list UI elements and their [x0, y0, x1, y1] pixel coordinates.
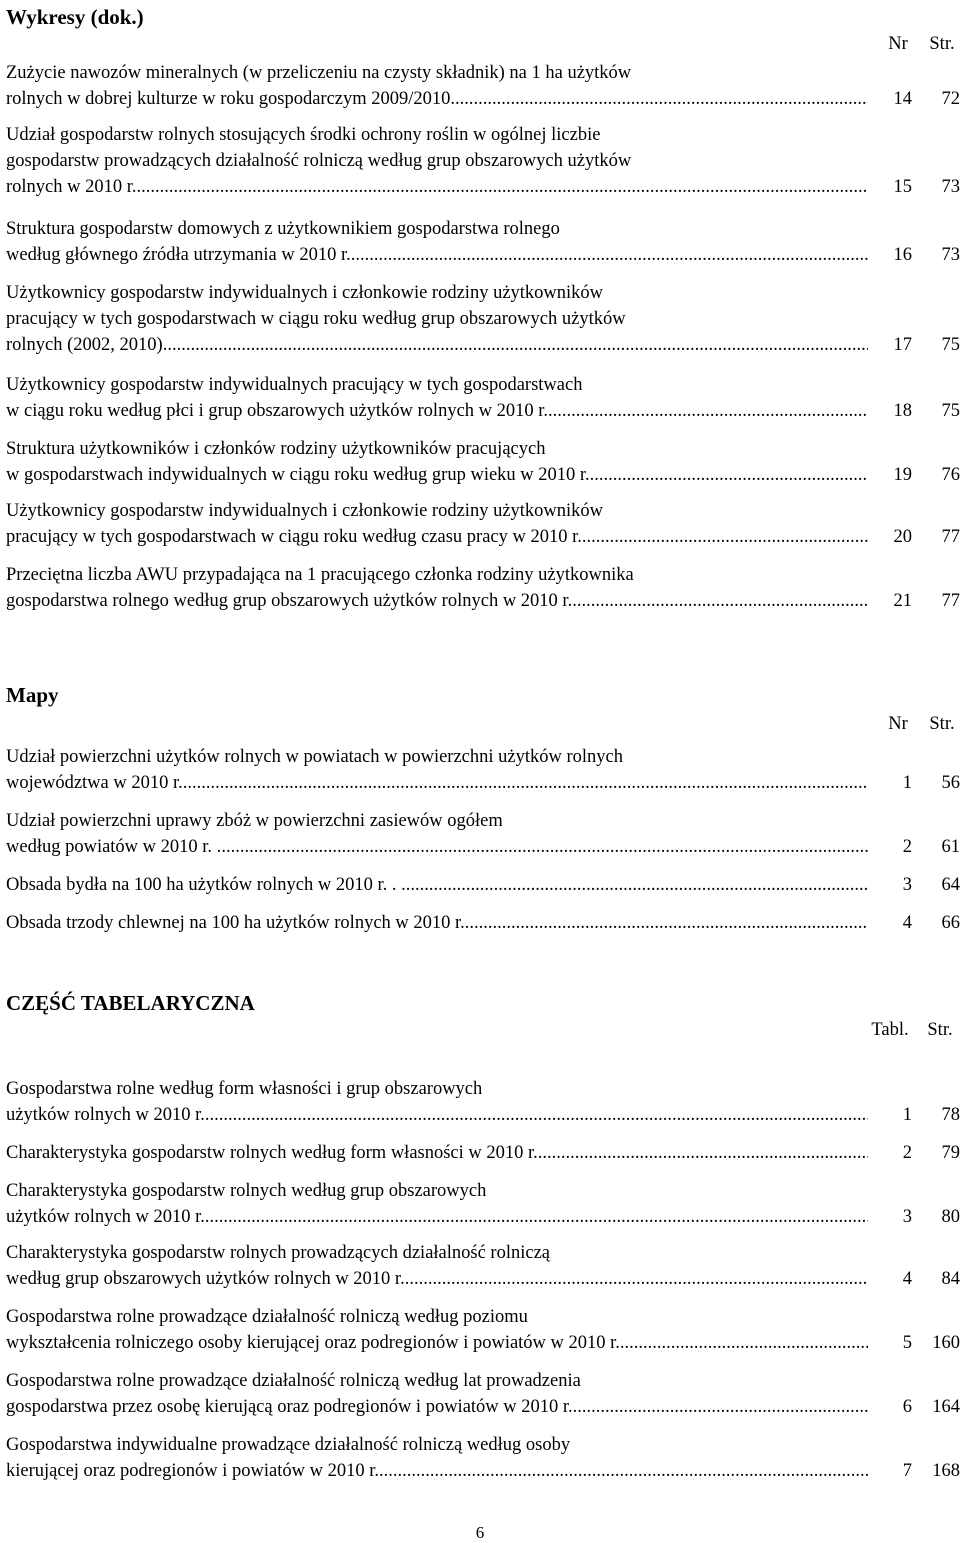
toc-entry[interactable]: [6, 562, 960, 614]
toc-entry-last-line: [6, 1140, 960, 1166]
toc-entry-number: 2: [902, 837, 912, 857]
page-number: 6: [475, 1523, 485, 1542]
toc-entry[interactable]: [6, 1178, 960, 1230]
dot-leader: [590, 462, 868, 488]
toc-entry[interactable]: [6, 1368, 960, 1420]
toc-entry-number: 17: [893, 335, 912, 355]
dot-leader: [620, 1330, 868, 1356]
toc-entry[interactable]: [6, 60, 960, 112]
toc-entry-text-line: Gospodarstwa rolne prowadzące działalność rolniczą według lat prowadzenia: [6, 1371, 581, 1391]
toc-entry-text-line: gospodarstwa przez osobę kierującą oraz podregionów i powiatów w 2010 r.: [6, 1397, 573, 1417]
toc-entry-page: 78: [941, 1105, 960, 1125]
toc-entry-text-line: Struktura gospodarstw domowych z użytkownikiem gospodarstwa rolnego: [6, 219, 560, 239]
toc-entry-text-line: rolnych w dobrej kulturze w roku gospodarczym 2009/2010: [6, 89, 451, 109]
toc-entry-last-line: [6, 872, 960, 898]
toc-entry-page: 164: [932, 1397, 960, 1417]
toc-entry-last-line: [6, 1266, 960, 1292]
toc-entry-text-line: Zużycie nawozów mineralnych (w przeliczeniu na czysty składnik) na 1 ha użytków: [6, 63, 632, 83]
toc-entry[interactable]: [6, 910, 960, 936]
toc-entry-text-line: Udział gospodarstw rolnych stosujących środki ochrony roślin w ogólnej liczbie: [6, 125, 601, 145]
toc-entry-text-line: Gospodarstwa indywidualne prowadzące działalność rolniczą według osoby: [6, 1435, 571, 1455]
dot-leader: [137, 174, 868, 200]
dot-leader: [183, 770, 868, 796]
toc-entry-number: 3: [902, 1207, 912, 1227]
dot-leader: [573, 1394, 868, 1420]
toc-entry-last-line: [6, 910, 960, 936]
tables-heading: CZĘŚĆ TABELARYCZNA: [6, 991, 255, 1015]
toc-entry-last-line: [6, 332, 960, 358]
toc-entry-text-line: według grup obszarowych użytków rolnych w 2010 r.: [6, 1269, 405, 1289]
toc-entry-page: 75: [941, 401, 960, 421]
charts-column-headers: [880, 32, 960, 56]
toc-entry-page: 79: [941, 1143, 960, 1163]
dot-leader: [205, 1204, 868, 1230]
toc-entry-text-line: Użytkownicy gospodarstw indywidualnych i członkowie rodziny użytkowników: [6, 501, 604, 521]
toc-entry[interactable]: [6, 372, 960, 424]
charts-col-nr: Nr: [888, 34, 908, 54]
dot-leader: [538, 1140, 868, 1166]
toc-entry-text-line: Udział powierzchni uprawy zbóż w powierzchni zasiewów ogółem: [6, 811, 503, 831]
dot-leader: [405, 1266, 868, 1292]
toc-entry-last-line: [6, 1394, 960, 1420]
toc-entry-text-line: Udział powierzchni użytków rolnych w powiatach w powierzchni użytków rolnych: [6, 747, 623, 767]
toc-entry-last-line: [6, 398, 960, 424]
toc-entry-text-line: wykształcenia rolniczego osoby kierującej oraz podregionów i powiatów w 2010 r.: [6, 1333, 620, 1353]
toc-entry-text-line: Struktura użytkowników i członków rodziny użytkowników pracujących: [6, 439, 546, 459]
dot-leader: [163, 332, 868, 358]
toc-entry-number: 7: [902, 1461, 912, 1481]
toc-entry-text-line: województwa w 2010 r.: [6, 773, 183, 793]
toc-entry-text-line: Charakterystyka gospodarstw rolnych prowadzących działalność rolniczą: [6, 1243, 551, 1263]
tables-col-nr: Tabl.: [871, 1020, 909, 1040]
toc-entry[interactable]: [6, 280, 960, 358]
toc-entry-number: 4: [902, 913, 912, 933]
toc-entry-page: 76: [941, 465, 960, 485]
tables-column-headers: [866, 1018, 960, 1042]
dot-leader: [572, 588, 868, 614]
dot-leader: [450, 86, 868, 112]
toc-entry-number: 4: [902, 1269, 912, 1289]
toc-entry-number: 1: [902, 1105, 912, 1125]
toc-entry-text-line: kierującej oraz podregionów i powiatów w 2010 r.: [6, 1461, 379, 1481]
toc-entry-last-line: [6, 242, 960, 268]
toc-entry-text-line: rolnych (2002, 2010): [6, 335, 163, 355]
toc-entry-number: 15: [893, 177, 912, 197]
toc-entry-number: 2: [902, 1143, 912, 1163]
toc-entry-text-line: w gospodarstwach indywidualnych w ciągu roku według grup wieku w 2010 r.: [6, 465, 590, 485]
toc-entry[interactable]: [6, 1240, 960, 1292]
toc-entry[interactable]: [6, 1304, 960, 1356]
toc-entry[interactable]: [6, 1076, 960, 1128]
dot-leader: [221, 834, 868, 860]
toc-entry-last-line: [6, 1458, 960, 1484]
toc-entry-number: 1: [902, 773, 912, 793]
maps-column-headers: [880, 712, 960, 736]
dot-leader: [548, 398, 868, 424]
toc-entry-page: 80: [941, 1207, 960, 1227]
maps-col-nr: Nr: [888, 714, 908, 734]
toc-entry-page: 66: [941, 913, 960, 933]
toc-entry-text-line: Przeciętna liczba AWU przypadająca na 1 pracującego członka rodziny użytkownika: [6, 565, 634, 585]
toc-entry-page: 56: [941, 773, 960, 793]
toc-entry-number: 14: [893, 89, 912, 109]
dot-leader: [351, 242, 868, 268]
toc-entry-last-line: [6, 588, 960, 614]
toc-entry-page: 72: [941, 89, 960, 109]
toc-entry-number: 20: [893, 527, 912, 547]
toc-entry[interactable]: [6, 122, 960, 200]
toc-entry[interactable]: [6, 744, 960, 796]
dot-leader: [582, 524, 868, 550]
toc-entry-last-line: [6, 770, 960, 796]
toc-entry-text-line: Charakterystyka gospodarstw rolnych według grup obszarowych: [6, 1181, 487, 1201]
toc-entry-text-line: Obsada trzody chlewnej na 100 ha użytków rolnych w 2010 r.: [6, 913, 465, 933]
toc-entry-text-line: gospodarstwa rolnego według grup obszarowych użytków rolnych w 2010 r.: [6, 591, 573, 611]
toc-entry[interactable]: [6, 1432, 960, 1484]
toc-entry[interactable]: [6, 436, 960, 488]
toc-entry-text-line: pracujący w tych gospodarstwach w ciągu roku według czasu pracy w 2010 r.: [6, 527, 582, 547]
charts-col-str: Str.: [929, 34, 955, 54]
toc-entry-text-line: Użytkownicy gospodarstw indywidualnych i członkowie rodziny użytkowników: [6, 283, 604, 303]
toc-entry-text-line: pracujący w tych gospodarstwach w ciągu roku według grup obszarowych użytków: [6, 309, 626, 329]
toc-entry[interactable]: [6, 216, 960, 268]
toc-entry-last-line: [6, 462, 960, 488]
dot-leader: [465, 910, 868, 936]
toc-entry[interactable]: [6, 872, 960, 898]
tables-col-str: Str.: [927, 1020, 953, 1040]
charts-heading: Wykresy (dok.): [6, 5, 144, 29]
toc-entry-page: 168: [932, 1461, 960, 1481]
toc-entry-last-line: [6, 1330, 960, 1356]
dot-leader: [406, 872, 868, 898]
toc-entry-last-line: [6, 834, 960, 860]
toc-entry[interactable]: [6, 498, 960, 550]
toc-entry-number: 3: [902, 875, 912, 895]
toc-entry-last-line: [6, 174, 960, 200]
toc-entry-text-line: według głównego źródła utrzymania w 2010 r.: [6, 245, 351, 265]
toc-entry-page: 77: [941, 527, 960, 547]
toc-entry-text-line: Obsada bydła na 100 ha użytków rolnych w 2010 r. . .: [6, 875, 406, 895]
toc-entry[interactable]: [6, 808, 960, 860]
toc-entry-number: 5: [902, 1333, 912, 1353]
toc-entry-number: 16: [893, 245, 912, 265]
toc-entry-page: 84: [941, 1269, 960, 1289]
maps-col-str: Str.: [929, 714, 955, 734]
toc-entry-text-line: rolnych w 2010 r.: [6, 177, 137, 197]
toc-entry-number: 21: [893, 591, 912, 611]
toc-entry-text-line: użytków rolnych w 2010 r.: [6, 1105, 205, 1125]
dot-leader: [205, 1102, 868, 1128]
toc-entry-number: 6: [902, 1397, 912, 1417]
toc-entry-number: 18: [893, 401, 912, 421]
toc-entry-last-line: [6, 1204, 960, 1230]
toc-entry-last-line: [6, 1102, 960, 1128]
toc-entry-text-line: gospodarstw prowadzących działalność rolniczą według grup obszarowych użytków: [6, 151, 632, 171]
toc-entry[interactable]: [6, 1140, 960, 1166]
toc-entry-text-line: w ciągu roku według płci i grup obszarowych użytków rolnych w 2010 r.: [6, 401, 549, 421]
toc-entry-page: 75: [941, 335, 960, 355]
toc-entry-text-line: według powiatów w 2010 r. .: [6, 837, 222, 857]
toc-entry-text-line: Gospodarstwa rolne według form własności i grup obszarowych: [6, 1079, 483, 1099]
toc-entry-number: 19: [893, 465, 912, 485]
toc-entry-text-line: Gospodarstwa rolne prowadzące działalność rolniczą według poziomu: [6, 1307, 528, 1327]
toc-entry-page: 61: [941, 837, 960, 857]
toc-entry-page: 73: [941, 177, 960, 197]
toc-entry-page: 77: [941, 591, 960, 611]
maps-heading: Mapy: [6, 683, 59, 707]
toc-entry-page: 73: [941, 245, 960, 265]
dot-leader: [379, 1458, 868, 1484]
toc-entry-text-line: Charakterystyka gospodarstw rolnych według form własności w 2010 r.: [6, 1143, 538, 1163]
toc-entry-last-line: [6, 86, 960, 112]
toc-entry-text-line: Użytkownicy gospodarstw indywidualnych pracujący w tych gospodarstwach: [6, 375, 583, 395]
toc-entry-last-line: [6, 524, 960, 550]
toc-entry-page: 160: [932, 1333, 960, 1353]
toc-entry-page: 64: [941, 875, 960, 895]
toc-entry-text-line: użytków rolnych w 2010 r.: [6, 1207, 205, 1227]
